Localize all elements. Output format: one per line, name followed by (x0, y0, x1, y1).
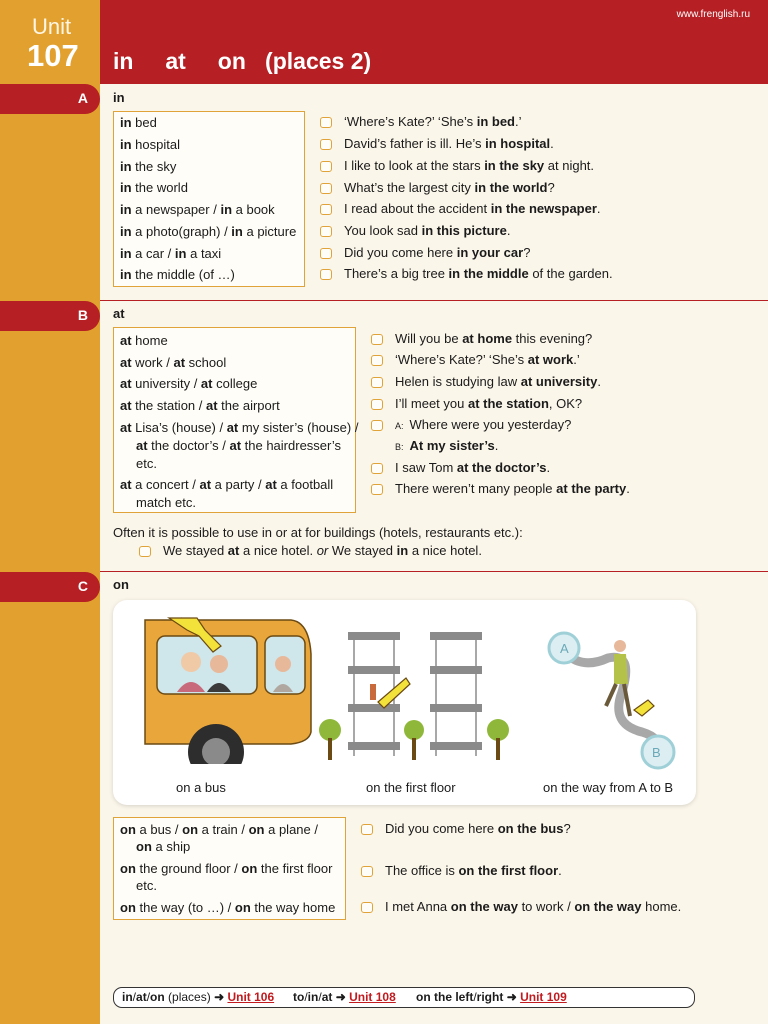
example-marker-icon (371, 420, 383, 431)
box-line: at work / at school (120, 355, 227, 370)
box-line: match etc. (136, 495, 196, 510)
box-line: etc. (136, 878, 157, 893)
box-line: at the station / at the airport (120, 398, 280, 413)
example-sentence: I read about the accident in the newspaper. (320, 200, 601, 218)
arrow-icon: ➜ (506, 990, 521, 1004)
example-sentence: The office is on the first floor. (361, 862, 562, 880)
unit-link[interactable]: Unit 108 (349, 990, 396, 1004)
example-sentence: You look sad in this picture. (320, 222, 510, 240)
section-tab-c: C (0, 572, 100, 602)
box-line: on the ground floor / on the first floor (120, 861, 333, 876)
left-sidebar (0, 0, 100, 1024)
caption-way: on the way from A to B (543, 780, 674, 795)
box-b (113, 327, 359, 513)
box-line: on the way (to …) / on the way home (120, 900, 336, 915)
footer-ref-1: in/at/on (places) ➜ Unit 106 (122, 990, 275, 1004)
example-sentence: There’s a big tree in the middle of the garden. (320, 265, 613, 283)
example-marker-icon (320, 161, 332, 172)
section-heading-c: on (113, 577, 129, 592)
point-a-label: A (560, 641, 569, 656)
example-marker-icon (371, 399, 383, 410)
box-line: at the doctor’s / at the hairdresser’s (136, 438, 341, 453)
example-sentence: David’s father is ill. He’s in hospital. (320, 135, 554, 153)
example-marker-icon (361, 824, 373, 835)
example-sentence: Will you be at home this evening? (371, 330, 592, 348)
unit-link[interactable]: Unit 109 (520, 990, 567, 1004)
arrow-icon: ➜ (214, 990, 228, 1004)
examples-a (320, 113, 760, 289)
example-marker-icon (320, 248, 332, 259)
footer-ref-2: to/in/at ➜ Unit 108 (293, 990, 396, 1004)
example-marker-icon (320, 204, 332, 215)
note-example: We stayed at a nice hotel. or We stayed in a nice hotel. (139, 542, 482, 560)
example-marker-icon (320, 183, 332, 194)
box-line: in hospital (120, 137, 180, 152)
example-marker-icon (139, 546, 151, 557)
caption-first-floor: on the first floor (366, 780, 456, 795)
footer-ref-3: on the left/right ➜ Unit 109 (416, 990, 567, 1004)
example-sentence: I saw Tom at the doctor’s. (371, 459, 550, 477)
box-line: in bed (120, 115, 157, 130)
box-line: in the world (120, 180, 188, 195)
example-marker-icon (371, 355, 383, 366)
box-line: in a newspaper / in a book (120, 202, 275, 217)
box-line: on a bus / on a train / on a plane / (120, 822, 318, 837)
box-line: at home (120, 333, 168, 348)
box-line: in a photo(graph) / in a picture (120, 224, 297, 239)
example-sentence: There weren’t many people at the party. (371, 480, 630, 498)
bus-illustration (141, 614, 313, 764)
arrow-icon: ➜ (335, 990, 350, 1004)
section-heading-b: at (113, 306, 125, 321)
example-marker-icon (320, 117, 332, 128)
example-sentence: Helen is studying law at university. (371, 373, 601, 391)
site-url: www.frenglish.ru (676, 9, 750, 20)
box-line: at university / at college (120, 376, 258, 391)
example-sentence: B: At my sister’s. (395, 438, 499, 453)
building-illustration (318, 626, 518, 766)
box-line: in the sky (120, 159, 177, 174)
unit-number: 107 (27, 38, 79, 73)
example-marker-icon (320, 139, 332, 150)
examples-b (371, 330, 761, 510)
point-b-label: B (652, 745, 661, 760)
unit-link[interactable]: Unit 106 (227, 990, 275, 1004)
example-marker-icon (361, 902, 373, 913)
example-sentence: I like to look at the stars in the sky at night. (320, 157, 594, 175)
cross-reference-bar (113, 987, 695, 1008)
unit-label: Unit (32, 14, 72, 39)
example-marker-icon (371, 334, 383, 345)
illustration-panel (113, 600, 696, 805)
example-marker-icon (371, 484, 383, 495)
example-sentence: I met Anna on the way to work / on the way home. (361, 898, 681, 916)
page-title: in at on (places 2) (113, 48, 372, 74)
example-marker-icon (320, 226, 332, 237)
examples-c (361, 820, 761, 920)
note-text: Often it is possible to use in or at for buildings (hotels, restaurants etc.): (113, 525, 523, 540)
section-tab-a: A (0, 84, 100, 114)
box-line: in the middle (of …) (120, 267, 235, 282)
example-sentence: A: Where were you yesterday? (371, 416, 571, 435)
example-sentence: Did you come here on the bus? (361, 820, 571, 838)
section-divider (100, 571, 768, 572)
box-line: in a car / in a taxi (120, 246, 222, 261)
section-heading-a: in (113, 90, 125, 105)
way-illustration (538, 622, 688, 772)
section-tab-b: B (0, 301, 100, 331)
example-sentence: I’ll meet you at the station, OK? (371, 395, 582, 413)
box-line: etc. (136, 456, 157, 471)
example-marker-icon (361, 866, 373, 877)
example-marker-icon (371, 463, 383, 474)
box-a (113, 111, 305, 287)
example-marker-icon (320, 269, 332, 280)
example-sentence: Did you come here in your car? (320, 244, 530, 262)
box-line: on a ship (136, 839, 191, 854)
example-sentence: ‘Where’s Kate?’ ‘She’s at work.’ (371, 351, 580, 369)
example-marker-icon (371, 377, 383, 388)
box-line: at a concert / at a party / at a football (120, 477, 334, 492)
box-c (113, 817, 346, 920)
box-line: at Lisa’s (house) / at my sister’s (house) / (120, 420, 359, 435)
example-sentence: ‘Where’s Kate?’ ‘She’s in bed.’ (320, 113, 522, 131)
section-divider (100, 300, 768, 301)
example-sentence: What’s the largest city in the world? (320, 179, 555, 197)
unit-badge (0, 0, 100, 84)
caption-bus: on a bus (176, 780, 226, 795)
